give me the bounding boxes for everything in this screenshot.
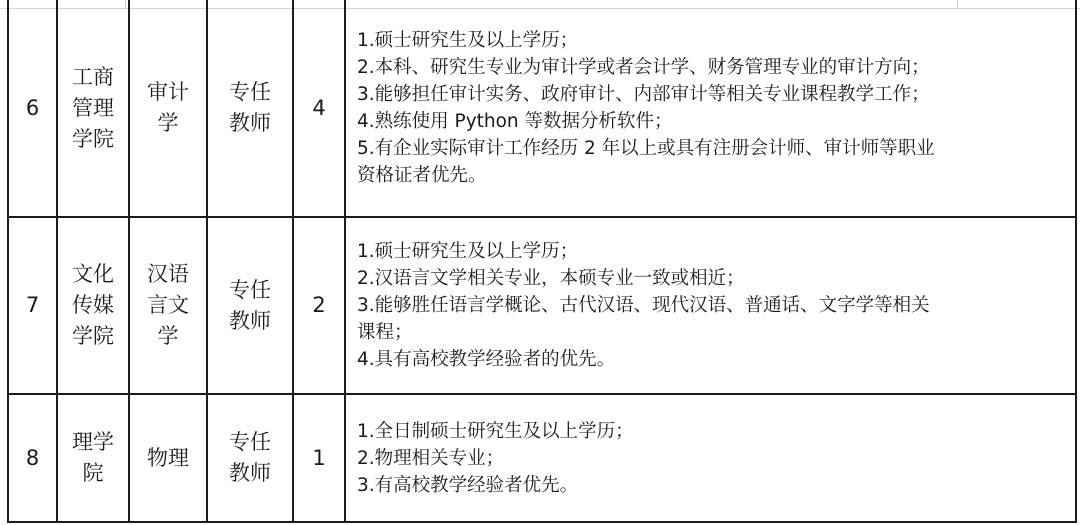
headcount: 2: [312, 293, 326, 317]
position-name: 专任 教师: [229, 430, 271, 485]
requirement-line: 1.全日制硕士研究生及以上学历；: [357, 420, 634, 442]
college-cell: [57, 394, 129, 522]
row-index: 7: [25, 293, 40, 317]
requirement-line: 3.能够胜任语言学概论、古代汉语、现代汉语、普通话、文字学等相关: [357, 295, 930, 316]
requirements-cell: [345, 0, 1076, 217]
recruitment-table: [7, 0, 1077, 523]
requirements-cell: [345, 217, 1076, 394]
table-row: [8, 217, 1076, 394]
college-cell: [57, 0, 129, 217]
college-name: 文化 传媒 学院: [72, 262, 114, 348]
college-cell: [57, 217, 129, 394]
requirement-line: 课程；: [357, 322, 413, 343]
headcount: 1: [312, 445, 326, 470]
requirement-line: 3.能够担任审计实务、政府审计、内部审计等相关专业课程教学工作；: [357, 84, 930, 105]
row-index-cell: [8, 0, 57, 217]
table-row: [8, 394, 1076, 522]
headcount-cell: [293, 217, 345, 394]
requirement-line: 2.本科、研究生专业为审计学或者会计学、财务管理专业的审计方向；: [357, 57, 930, 78]
row-index-cell: [8, 217, 57, 394]
headcount-cell: [293, 0, 345, 217]
major-cell: [129, 217, 207, 394]
requirement-line: 2.物理相关专业；: [357, 447, 505, 469]
major-name: 物理: [147, 445, 189, 470]
requirement-line: 资格证者优先。: [357, 165, 487, 186]
requirements-cell: [345, 394, 1076, 522]
position-name: 专任 教师: [229, 277, 271, 333]
row-index: 8: [25, 445, 40, 470]
requirement-line: 2.汉语言文学相关专业，本硕专业一致或相近；: [357, 268, 745, 289]
position-cell: [207, 394, 293, 522]
major-cell: [129, 394, 207, 522]
position-cell: [207, 217, 293, 394]
headcount: 4: [312, 95, 326, 120]
requirement-line: 3.有高校教学经验者优先。: [357, 474, 579, 496]
row-index-cell: [8, 394, 57, 522]
major-cell: [129, 0, 207, 217]
position-cell: [207, 0, 293, 217]
requirement-line: 4.具有高校教学经验者的优先。: [357, 349, 616, 370]
college-name: 工商 管理 学院: [72, 64, 114, 151]
table-row: [8, 0, 1076, 217]
requirement-line: 1.硕士研究生及以上学历；: [357, 30, 579, 51]
requirement-line: 4.熟练使用 Python 等数据分析软件；: [357, 111, 673, 132]
college-name: 理学 院: [72, 430, 114, 485]
major-name: 汉语 言文 学: [147, 262, 189, 348]
position-name: 专任 教师: [229, 80, 271, 135]
row-index: 6: [25, 95, 40, 120]
major-name: 审计 学: [147, 80, 189, 135]
requirement-line: 1.硕士研究生及以上学历；: [357, 241, 579, 262]
requirement-line: 5.有企业实际审计工作经历 2 年以上或具有注册会计师、审计师等职业: [357, 138, 935, 159]
headcount-cell: [293, 394, 345, 522]
